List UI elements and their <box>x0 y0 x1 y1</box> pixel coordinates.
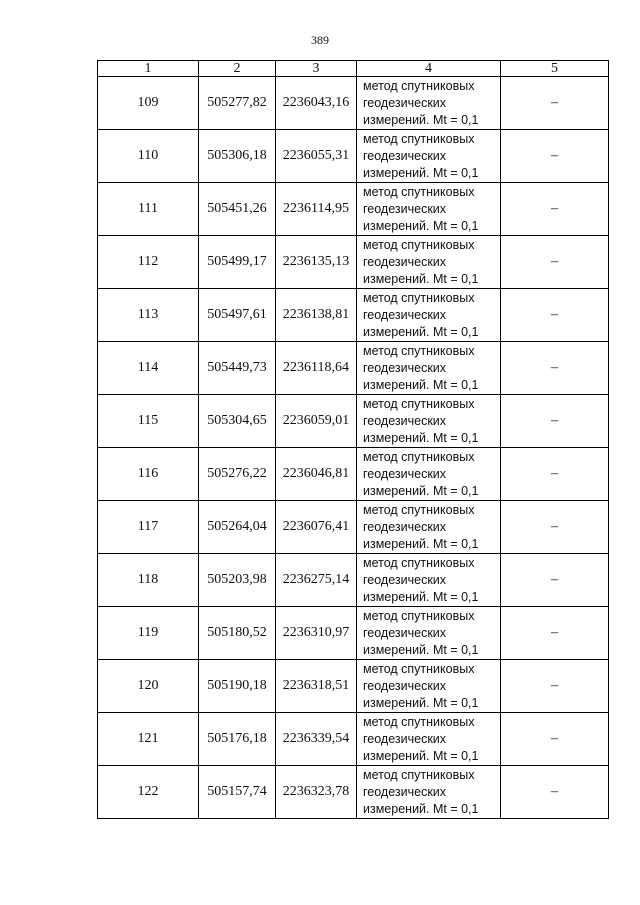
method-line: метод спутниковых <box>363 396 475 411</box>
method-line: геодезических <box>363 625 447 640</box>
method-line: геодезических <box>363 572 447 587</box>
point-id-cell: 122 <box>98 766 199 819</box>
table-header-row <box>98 61 609 77</box>
method-cell <box>357 501 501 554</box>
table-row <box>98 448 609 501</box>
method-line: геодезических <box>363 254 447 269</box>
method-line: геодезических <box>363 95 447 110</box>
table-row <box>98 607 609 660</box>
note-cell: – <box>501 660 609 713</box>
coordinate-x-cell: 505190,18 <box>199 660 276 713</box>
coordinate-x-cell: 505180,52 <box>199 607 276 660</box>
point-id-cell: 113 <box>98 289 199 342</box>
method-line: метод спутниковых <box>363 661 475 676</box>
method-line: метод спутниковых <box>363 78 475 93</box>
method-line: метод спутниковых <box>363 608 475 623</box>
method-line: геодезических <box>363 307 447 322</box>
note-cell: – <box>501 713 609 766</box>
method-line: геодезических <box>363 731 447 746</box>
point-id-cell: 111 <box>98 183 199 236</box>
method-line: метод спутниковых <box>363 343 475 358</box>
coordinate-y-cell: 2236138,81 <box>276 289 357 342</box>
coordinate-x-cell: 505203,98 <box>199 554 276 607</box>
table-row <box>98 236 609 289</box>
method-line: измерений. Mt = 0,1 <box>363 536 479 551</box>
point-id-cell: 112 <box>98 236 199 289</box>
table-row <box>98 766 609 819</box>
point-id-cell: 119 <box>98 607 199 660</box>
method-line: измерений. Mt = 0,1 <box>363 589 479 604</box>
coordinate-y-cell: 2236059,01 <box>276 395 357 448</box>
method-line: измерений. Mt = 0,1 <box>363 271 479 286</box>
point-id-cell: 109 <box>98 77 199 130</box>
coordinate-x-cell: 505499,17 <box>199 236 276 289</box>
table-row <box>98 183 609 236</box>
note-cell: – <box>501 448 609 501</box>
coordinate-x-cell: 505304,65 <box>199 395 276 448</box>
point-id-cell: 116 <box>98 448 199 501</box>
point-id-cell: 118 <box>98 554 199 607</box>
header-col-1: 1 <box>98 61 199 77</box>
coordinate-y-cell: 2236114,95 <box>276 183 357 236</box>
table-row <box>98 77 609 130</box>
method-line: геодезических <box>363 519 447 534</box>
coordinate-y-cell: 2236118,64 <box>276 342 357 395</box>
coordinate-y-cell: 2236043,16 <box>276 77 357 130</box>
table-row <box>98 130 609 183</box>
method-cell <box>357 342 501 395</box>
header-col-4: 4 <box>357 61 501 77</box>
method-line: геодезических <box>363 784 447 799</box>
table-row <box>98 342 609 395</box>
table-row <box>98 395 609 448</box>
method-line: измерений. Mt = 0,1 <box>363 324 479 339</box>
method-line: измерений. Mt = 0,1 <box>363 695 479 710</box>
note-cell: – <box>501 607 609 660</box>
table-row <box>98 289 609 342</box>
table-row <box>98 501 609 554</box>
method-cell <box>357 660 501 713</box>
method-line: метод спутниковых <box>363 502 475 517</box>
coordinate-x-cell: 505264,04 <box>199 501 276 554</box>
coordinate-y-cell: 2236310,97 <box>276 607 357 660</box>
coordinate-y-cell: 2236055,31 <box>276 130 357 183</box>
coordinate-x-cell: 505449,73 <box>199 342 276 395</box>
method-line: геодезических <box>363 466 447 481</box>
method-line: измерений. Mt = 0,1 <box>363 801 479 816</box>
method-line: метод спутниковых <box>363 131 475 146</box>
method-line: измерений. Mt = 0,1 <box>363 748 479 763</box>
note-cell: – <box>501 342 609 395</box>
coordinate-y-cell: 2236275,14 <box>276 554 357 607</box>
method-cell <box>357 130 501 183</box>
method-cell <box>357 554 501 607</box>
method-line: геодезических <box>363 201 447 216</box>
coordinate-x-cell: 505306,18 <box>199 130 276 183</box>
coordinate-y-cell: 2236135,13 <box>276 236 357 289</box>
method-cell <box>357 289 501 342</box>
note-cell: – <box>501 554 609 607</box>
coordinates-table <box>97 60 609 819</box>
method-cell <box>357 713 501 766</box>
method-line: измерений. Mt = 0,1 <box>363 430 479 445</box>
coordinate-y-cell: 2236076,41 <box>276 501 357 554</box>
method-line: измерений. Mt = 0,1 <box>363 218 479 233</box>
method-cell <box>357 448 501 501</box>
coordinate-x-cell: 505497,61 <box>199 289 276 342</box>
table-row <box>98 554 609 607</box>
method-line: геодезических <box>363 148 447 163</box>
point-id-cell: 114 <box>98 342 199 395</box>
coordinate-y-cell: 2236318,51 <box>276 660 357 713</box>
method-line: геодезических <box>363 413 447 428</box>
note-cell: – <box>501 395 609 448</box>
table-body <box>98 77 609 819</box>
method-line: измерений. Mt = 0,1 <box>363 642 479 657</box>
note-cell: – <box>501 77 609 130</box>
method-cell <box>357 183 501 236</box>
header-col-5: 5 <box>501 61 609 77</box>
point-id-cell: 121 <box>98 713 199 766</box>
method-line: метод спутниковых <box>363 555 475 570</box>
note-cell: – <box>501 289 609 342</box>
page-number: 389 <box>311 33 329 47</box>
note-cell: – <box>501 236 609 289</box>
method-line: геодезических <box>363 678 447 693</box>
coordinate-x-cell: 505277,82 <box>199 77 276 130</box>
table-row <box>98 713 609 766</box>
point-id-cell: 110 <box>98 130 199 183</box>
table-row <box>98 660 609 713</box>
point-id-cell: 115 <box>98 395 199 448</box>
method-line: метод спутниковых <box>363 184 475 199</box>
method-line: метод спутниковых <box>363 767 475 782</box>
method-cell <box>357 766 501 819</box>
method-cell <box>357 607 501 660</box>
method-line: метод спутниковых <box>363 449 475 464</box>
coordinate-x-cell: 505176,18 <box>199 713 276 766</box>
note-cell: – <box>501 501 609 554</box>
method-line: геодезических <box>363 360 447 375</box>
coordinate-x-cell: 505276,22 <box>199 448 276 501</box>
method-cell <box>357 395 501 448</box>
note-cell: – <box>501 130 609 183</box>
header-col-2: 2 <box>199 61 276 77</box>
method-line: измерений. Mt = 0,1 <box>363 377 479 392</box>
method-line: метод спутниковых <box>363 714 475 729</box>
method-line: измерений. Mt = 0,1 <box>363 112 479 127</box>
coordinate-x-cell: 505451,26 <box>199 183 276 236</box>
coordinate-y-cell: 2236046,81 <box>276 448 357 501</box>
method-line: измерений. Mt = 0,1 <box>363 165 479 180</box>
coordinate-y-cell: 2236323,78 <box>276 766 357 819</box>
method-cell <box>357 236 501 289</box>
point-id-cell: 120 <box>98 660 199 713</box>
method-line: метод спутниковых <box>363 237 475 252</box>
header-col-3: 3 <box>276 61 357 77</box>
method-line: измерений. Mt = 0,1 <box>363 483 479 498</box>
method-line: метод спутниковых <box>363 290 475 305</box>
coordinate-x-cell: 505157,74 <box>199 766 276 819</box>
note-cell: – <box>501 766 609 819</box>
method-cell <box>357 77 501 130</box>
note-cell: – <box>501 183 609 236</box>
point-id-cell: 117 <box>98 501 199 554</box>
coordinate-y-cell: 2236339,54 <box>276 713 357 766</box>
